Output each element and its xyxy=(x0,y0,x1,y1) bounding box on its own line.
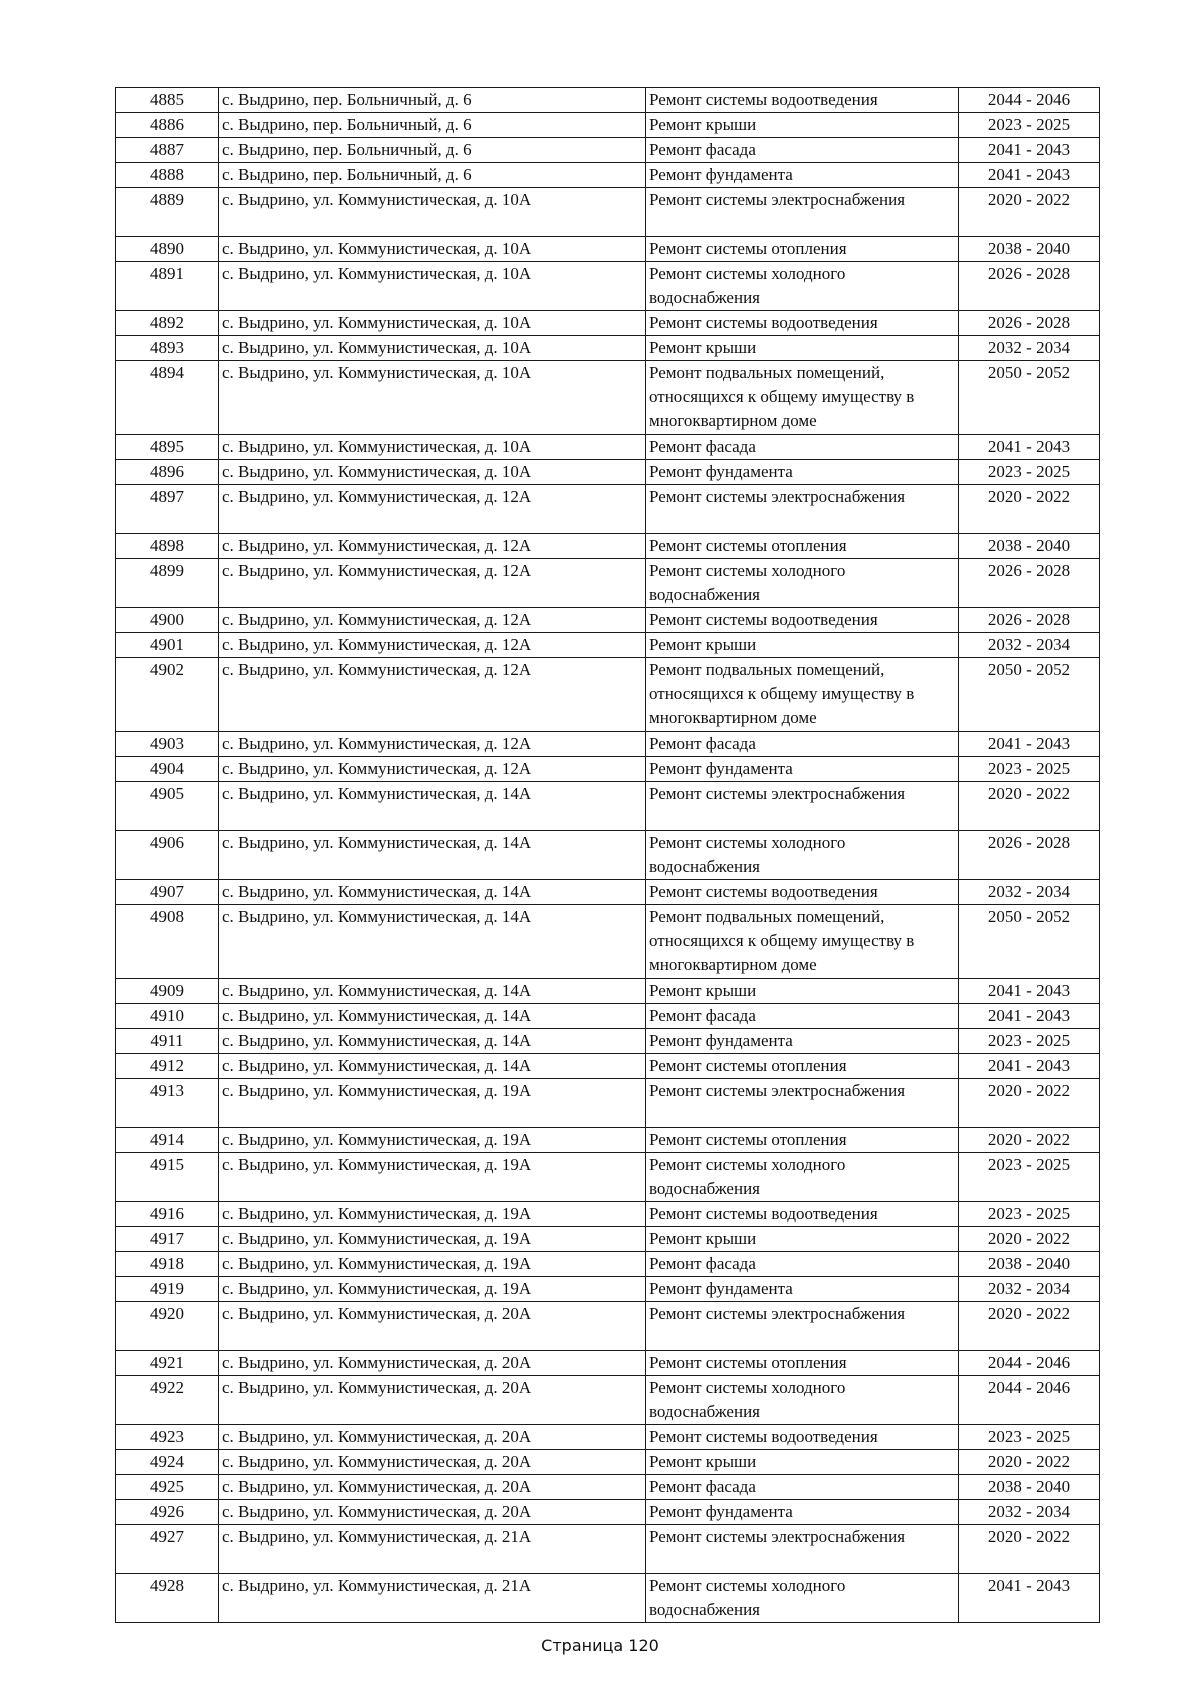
row-number-cell: 4927 xyxy=(116,1525,219,1574)
period-cell: 2026 - 2028 xyxy=(959,559,1100,608)
table-row xyxy=(116,311,1100,336)
work-type-cell: Ремонт подвальных помещений, относящихся к общему имуществу в многоквартирном доме xyxy=(646,361,959,435)
row-number-cell: 4928 xyxy=(116,1574,219,1623)
address-cell: с. Выдрино, ул. Коммунистическая, д. 21А xyxy=(219,1574,646,1623)
work-type-cell: Ремонт фасада xyxy=(646,1475,959,1500)
address-cell: с. Выдрино, ул. Коммунистическая, д. 10А xyxy=(219,361,646,435)
work-type-cell: Ремонт системы водоотведения xyxy=(646,1202,959,1227)
period-cell: 2020 - 2022 xyxy=(959,1128,1100,1153)
row-number-cell: 4890 xyxy=(116,237,219,262)
table-row xyxy=(116,460,1100,485)
row-number-cell: 4911 xyxy=(116,1029,219,1054)
period-cell: 2020 - 2022 xyxy=(959,1079,1100,1128)
address-cell: с. Выдрино, ул. Коммунистическая, д. 10А xyxy=(219,311,646,336)
table-row xyxy=(116,138,1100,163)
table-row xyxy=(116,1475,1100,1500)
row-number-cell: 4922 xyxy=(116,1376,219,1425)
table-row xyxy=(116,658,1100,732)
row-number-cell: 4916 xyxy=(116,1202,219,1227)
address-cell: с. Выдрино, ул. Коммунистическая, д. 14А xyxy=(219,782,646,831)
row-number-cell: 4913 xyxy=(116,1079,219,1128)
address-cell: с. Выдрино, ул. Коммунистическая, д. 20А xyxy=(219,1351,646,1376)
period-cell: 2020 - 2022 xyxy=(959,1302,1100,1351)
address-cell: с. Выдрино, ул. Коммунистическая, д. 10А xyxy=(219,336,646,361)
period-cell: 2023 - 2025 xyxy=(959,1425,1100,1450)
address-cell: с. Выдрино, ул. Коммунистическая, д. 20А xyxy=(219,1376,646,1425)
row-number-cell: 4896 xyxy=(116,460,219,485)
row-number-cell: 4909 xyxy=(116,979,219,1004)
work-type-cell: Ремонт фундамента xyxy=(646,460,959,485)
work-type-cell: Ремонт системы водоотведения xyxy=(646,88,959,113)
table-row xyxy=(116,979,1100,1004)
work-type-cell: Ремонт подвальных помещений, относящихся к общему имуществу в многоквартирном доме xyxy=(646,658,959,732)
row-number-cell: 4906 xyxy=(116,831,219,880)
table-row xyxy=(116,1574,1100,1623)
period-cell: 2023 - 2025 xyxy=(959,1202,1100,1227)
address-cell: с. Выдрино, ул. Коммунистическая, д. 10А xyxy=(219,188,646,237)
period-cell: 2041 - 2043 xyxy=(959,979,1100,1004)
row-number-cell: 4925 xyxy=(116,1475,219,1500)
period-cell: 2023 - 2025 xyxy=(959,113,1100,138)
table-row xyxy=(116,1227,1100,1252)
table-row xyxy=(116,188,1100,237)
address-cell: с. Выдрино, ул. Коммунистическая, д. 14А xyxy=(219,831,646,880)
period-cell: 2032 - 2034 xyxy=(959,1277,1100,1302)
row-number-cell: 4891 xyxy=(116,262,219,311)
row-number-cell: 4893 xyxy=(116,336,219,361)
table-row xyxy=(116,1029,1100,1054)
table-row xyxy=(116,905,1100,979)
period-cell: 2050 - 2052 xyxy=(959,905,1100,979)
table-row xyxy=(116,1500,1100,1525)
address-cell: с. Выдрино, ул. Коммунистическая, д. 19А xyxy=(219,1227,646,1252)
address-cell: с. Выдрино, ул. Коммунистическая, д. 19А xyxy=(219,1277,646,1302)
address-cell: с. Выдрино, ул. Коммунистическая, д. 19А xyxy=(219,1202,646,1227)
row-number-cell: 4908 xyxy=(116,905,219,979)
period-cell: 2032 - 2034 xyxy=(959,1500,1100,1525)
address-cell: с. Выдрино, ул. Коммунистическая, д. 12А xyxy=(219,633,646,658)
period-cell: 2038 - 2040 xyxy=(959,534,1100,559)
address-cell: с. Выдрино, ул. Коммунистическая, д. 12А xyxy=(219,658,646,732)
work-type-cell: Ремонт фасада xyxy=(646,435,959,460)
row-number-cell: 4920 xyxy=(116,1302,219,1351)
period-cell: 2041 - 2043 xyxy=(959,1054,1100,1079)
row-number-cell: 4899 xyxy=(116,559,219,608)
work-type-cell: Ремонт системы отопления xyxy=(646,1054,959,1079)
work-type-cell: Ремонт системы электроснабжения xyxy=(646,1525,959,1574)
period-cell: 2044 - 2046 xyxy=(959,1376,1100,1425)
period-cell: 2038 - 2040 xyxy=(959,1252,1100,1277)
table-body xyxy=(116,88,1100,1623)
address-cell: с. Выдрино, ул. Коммунистическая, д. 10А xyxy=(219,435,646,460)
work-type-cell: Ремонт крыши xyxy=(646,336,959,361)
table-row xyxy=(116,1425,1100,1450)
row-number-cell: 4886 xyxy=(116,113,219,138)
work-type-cell: Ремонт фундамента xyxy=(646,163,959,188)
works-table xyxy=(115,87,1100,1623)
row-number-cell: 4910 xyxy=(116,1004,219,1029)
table-row xyxy=(116,1128,1100,1153)
period-cell: 2026 - 2028 xyxy=(959,608,1100,633)
row-number-cell: 4902 xyxy=(116,658,219,732)
address-cell: с. Выдрино, пер. Больничный, д. 6 xyxy=(219,138,646,163)
work-type-cell: Ремонт системы отопления xyxy=(646,237,959,262)
period-cell: 2041 - 2043 xyxy=(959,138,1100,163)
period-cell: 2050 - 2052 xyxy=(959,658,1100,732)
work-type-cell: Ремонт системы электроснабжения xyxy=(646,782,959,831)
table-row xyxy=(116,237,1100,262)
row-number-cell: 4887 xyxy=(116,138,219,163)
period-cell: 2038 - 2040 xyxy=(959,1475,1100,1500)
table-row xyxy=(116,435,1100,460)
period-cell: 2032 - 2034 xyxy=(959,336,1100,361)
table-row xyxy=(116,361,1100,435)
work-type-cell: Ремонт системы холодного водоснабжения xyxy=(646,1153,959,1202)
table-row xyxy=(116,633,1100,658)
table-row xyxy=(116,1202,1100,1227)
work-type-cell: Ремонт системы отопления xyxy=(646,534,959,559)
table-row xyxy=(116,1277,1100,1302)
table-row xyxy=(116,336,1100,361)
period-cell: 2032 - 2034 xyxy=(959,633,1100,658)
work-type-cell: Ремонт системы электроснабжения xyxy=(646,1302,959,1351)
address-cell: с. Выдрино, ул. Коммунистическая, д. 14А xyxy=(219,1054,646,1079)
row-number-cell: 4901 xyxy=(116,633,219,658)
table-row xyxy=(116,1054,1100,1079)
work-type-cell: Ремонт фундамента xyxy=(646,1029,959,1054)
row-number-cell: 4892 xyxy=(116,311,219,336)
address-cell: с. Выдрино, ул. Коммунистическая, д. 20А xyxy=(219,1302,646,1351)
row-number-cell: 4888 xyxy=(116,163,219,188)
address-cell: с. Выдрино, ул. Коммунистическая, д. 10А xyxy=(219,237,646,262)
table-row xyxy=(116,757,1100,782)
address-cell: с. Выдрино, ул. Коммунистическая, д. 14А xyxy=(219,1004,646,1029)
table-row xyxy=(116,1351,1100,1376)
address-cell: с. Выдрино, ул. Коммунистическая, д. 14А xyxy=(219,880,646,905)
row-number-cell: 4907 xyxy=(116,880,219,905)
address-cell: с. Выдрино, ул. Коммунистическая, д. 14А xyxy=(219,1029,646,1054)
address-cell: с. Выдрино, ул. Коммунистическая, д. 12А xyxy=(219,608,646,633)
address-cell: с. Выдрино, ул. Коммунистическая, д. 20А xyxy=(219,1425,646,1450)
address-cell: с. Выдрино, ул. Коммунистическая, д. 12А xyxy=(219,757,646,782)
period-cell: 2020 - 2022 xyxy=(959,1227,1100,1252)
work-type-cell: Ремонт фасада xyxy=(646,1252,959,1277)
work-type-cell: Ремонт системы электроснабжения xyxy=(646,188,959,237)
row-number-cell: 4904 xyxy=(116,757,219,782)
row-number-cell: 4912 xyxy=(116,1054,219,1079)
table-row xyxy=(116,782,1100,831)
row-number-cell: 4905 xyxy=(116,782,219,831)
row-number-cell: 4918 xyxy=(116,1252,219,1277)
address-cell: с. Выдрино, ул. Коммунистическая, д. 19А xyxy=(219,1153,646,1202)
work-type-cell: Ремонт системы холодного водоснабжения xyxy=(646,1376,959,1425)
row-number-cell: 4924 xyxy=(116,1450,219,1475)
work-type-cell: Ремонт системы холодного водоснабжения xyxy=(646,1574,959,1623)
address-cell: с. Выдрино, ул. Коммунистическая, д. 14А xyxy=(219,979,646,1004)
address-cell: с. Выдрино, ул. Коммунистическая, д. 20А xyxy=(219,1500,646,1525)
period-cell: 2041 - 2043 xyxy=(959,1004,1100,1029)
address-cell: с. Выдрино, ул. Коммунистическая, д. 20А xyxy=(219,1475,646,1500)
address-cell: с. Выдрино, ул. Коммунистическая, д. 19А xyxy=(219,1128,646,1153)
row-number-cell: 4898 xyxy=(116,534,219,559)
table-row xyxy=(116,831,1100,880)
work-type-cell: Ремонт системы электроснабжения xyxy=(646,485,959,534)
address-cell: с. Выдрино, ул. Коммунистическая, д. 12А xyxy=(219,732,646,757)
address-cell: с. Выдрино, ул. Коммунистическая, д. 10А xyxy=(219,460,646,485)
table-row xyxy=(116,1525,1100,1574)
work-type-cell: Ремонт системы водоотведения xyxy=(646,1425,959,1450)
address-cell: с. Выдрино, ул. Коммунистическая, д. 19А xyxy=(219,1079,646,1128)
table-row xyxy=(116,608,1100,633)
period-cell: 2032 - 2034 xyxy=(959,880,1100,905)
period-cell: 2023 - 2025 xyxy=(959,1153,1100,1202)
address-cell: с. Выдрино, пер. Больничный, д. 6 xyxy=(219,113,646,138)
period-cell: 2026 - 2028 xyxy=(959,262,1100,311)
row-number-cell: 4885 xyxy=(116,88,219,113)
address-cell: с. Выдрино, ул. Коммунистическая, д. 12А xyxy=(219,559,646,608)
work-type-cell: Ремонт системы водоотведения xyxy=(646,311,959,336)
row-number-cell: 4917 xyxy=(116,1227,219,1252)
period-cell: 2038 - 2040 xyxy=(959,237,1100,262)
work-type-cell: Ремонт фасада xyxy=(646,138,959,163)
address-cell: с. Выдрино, ул. Коммунистическая, д. 20А xyxy=(219,1450,646,1475)
row-number-cell: 4900 xyxy=(116,608,219,633)
period-cell: 2020 - 2022 xyxy=(959,1450,1100,1475)
work-type-cell: Ремонт системы электроснабжения xyxy=(646,1079,959,1128)
table-row xyxy=(116,1153,1100,1202)
work-type-cell: Ремонт системы холодного водоснабжения xyxy=(646,831,959,880)
table-row xyxy=(116,1004,1100,1029)
period-cell: 2041 - 2043 xyxy=(959,732,1100,757)
table-row xyxy=(116,1376,1100,1425)
row-number-cell: 4914 xyxy=(116,1128,219,1153)
address-cell: с. Выдрино, ул. Коммунистическая, д. 21А xyxy=(219,1525,646,1574)
period-cell: 2041 - 2043 xyxy=(959,1574,1100,1623)
row-number-cell: 4897 xyxy=(116,485,219,534)
table-row xyxy=(116,1252,1100,1277)
work-type-cell: Ремонт фундамента xyxy=(646,1500,959,1525)
table-row xyxy=(116,732,1100,757)
table-row xyxy=(116,559,1100,608)
address-cell: с. Выдрино, ул. Коммунистическая, д. 14А xyxy=(219,905,646,979)
address-cell: с. Выдрино, пер. Больничный, д. 6 xyxy=(219,163,646,188)
work-type-cell: Ремонт крыши xyxy=(646,113,959,138)
address-cell: с. Выдрино, ул. Коммунистическая, д. 12А xyxy=(219,534,646,559)
work-type-cell: Ремонт крыши xyxy=(646,979,959,1004)
period-cell: 2044 - 2046 xyxy=(959,1351,1100,1376)
work-type-cell: Ремонт системы холодного водоснабжения xyxy=(646,559,959,608)
address-cell: с. Выдрино, ул. Коммунистическая, д. 19А xyxy=(219,1252,646,1277)
row-number-cell: 4889 xyxy=(116,188,219,237)
work-type-cell: Ремонт системы водоотведения xyxy=(646,880,959,905)
work-type-cell: Ремонт крыши xyxy=(646,1450,959,1475)
period-cell: 2020 - 2022 xyxy=(959,1525,1100,1574)
table-row xyxy=(116,88,1100,113)
page-number: Страница 120 xyxy=(541,1636,659,1655)
table-row xyxy=(116,113,1100,138)
period-cell: 2050 - 2052 xyxy=(959,361,1100,435)
row-number-cell: 4926 xyxy=(116,1500,219,1525)
period-cell: 2041 - 2043 xyxy=(959,435,1100,460)
table-row xyxy=(116,163,1100,188)
period-cell: 2044 - 2046 xyxy=(959,88,1100,113)
table-row xyxy=(116,534,1100,559)
table-row xyxy=(116,1302,1100,1351)
table-row xyxy=(116,880,1100,905)
period-cell: 2023 - 2025 xyxy=(959,1029,1100,1054)
row-number-cell: 4895 xyxy=(116,435,219,460)
work-type-cell: Ремонт подвальных помещений, относящихся к общему имуществу в многоквартирном доме xyxy=(646,905,959,979)
period-cell: 2026 - 2028 xyxy=(959,831,1100,880)
table-row xyxy=(116,1079,1100,1128)
work-type-cell: Ремонт крыши xyxy=(646,633,959,658)
work-type-cell: Ремонт системы холодного водоснабжения xyxy=(646,262,959,311)
period-cell: 2020 - 2022 xyxy=(959,485,1100,534)
address-cell: с. Выдрино, ул. Коммунистическая, д. 10А xyxy=(219,262,646,311)
address-cell: с. Выдрино, пер. Больничный, д. 6 xyxy=(219,88,646,113)
work-type-cell: Ремонт фундамента xyxy=(646,757,959,782)
row-number-cell: 4921 xyxy=(116,1351,219,1376)
work-type-cell: Ремонт фасада xyxy=(646,1004,959,1029)
work-type-cell: Ремонт системы отопления xyxy=(646,1351,959,1376)
period-cell: 2041 - 2043 xyxy=(959,163,1100,188)
address-cell: с. Выдрино, ул. Коммунистическая, д. 12А xyxy=(219,485,646,534)
row-number-cell: 4894 xyxy=(116,361,219,435)
period-cell: 2023 - 2025 xyxy=(959,757,1100,782)
table-row xyxy=(116,1450,1100,1475)
row-number-cell: 4919 xyxy=(116,1277,219,1302)
work-type-cell: Ремонт системы отопления xyxy=(646,1128,959,1153)
row-number-cell: 4903 xyxy=(116,732,219,757)
period-cell: 2023 - 2025 xyxy=(959,460,1100,485)
work-type-cell: Ремонт фасада xyxy=(646,732,959,757)
period-cell: 2020 - 2022 xyxy=(959,782,1100,831)
row-number-cell: 4915 xyxy=(116,1153,219,1202)
row-number-cell: 4923 xyxy=(116,1425,219,1450)
period-cell: 2026 - 2028 xyxy=(959,311,1100,336)
period-cell: 2020 - 2022 xyxy=(959,188,1100,237)
work-type-cell: Ремонт фундамента xyxy=(646,1277,959,1302)
table-row xyxy=(116,485,1100,534)
work-type-cell: Ремонт системы водоотведения xyxy=(646,608,959,633)
work-type-cell: Ремонт крыши xyxy=(646,1227,959,1252)
table-row xyxy=(116,262,1100,311)
